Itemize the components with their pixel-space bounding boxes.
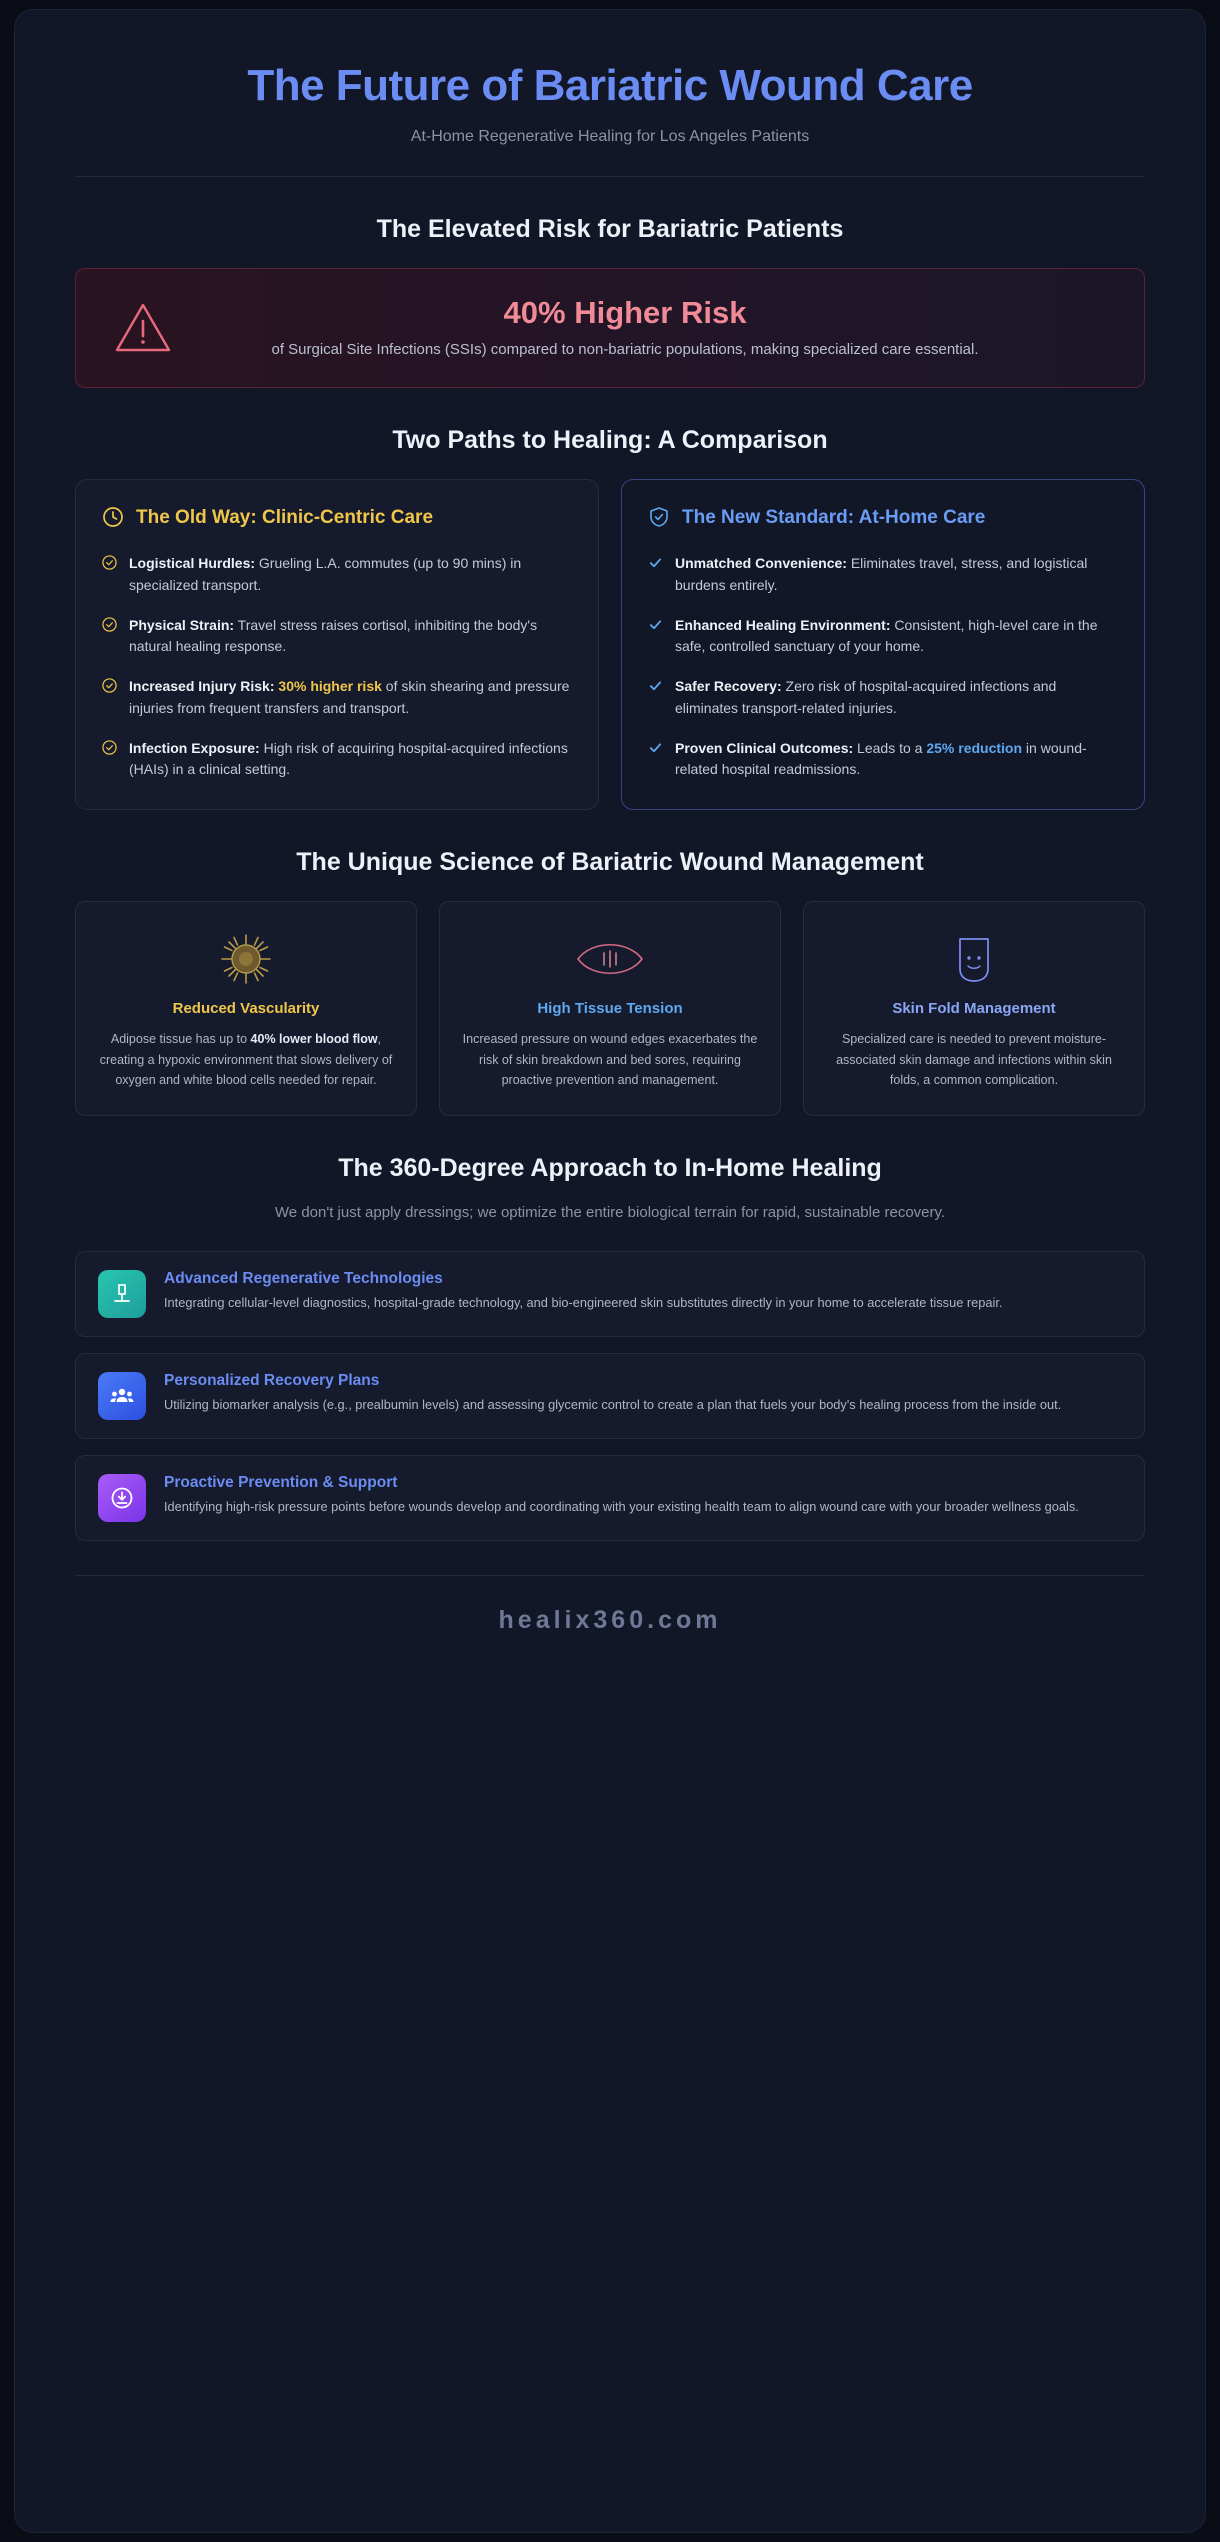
list-item	[102, 553, 572, 596]
list-item-text: Eliminates travel, stress, and logistical burdens entirely.	[675, 555, 1088, 594]
list-item-text: Grueling L.A. commutes (up to 90 mins) in specialized transport.	[129, 555, 522, 594]
warning-triangle-icon	[106, 301, 180, 355]
science-cards	[75, 901, 1145, 1116]
header-divider	[75, 176, 1145, 177]
list-item-text: Consistent, high-level care in the safe, controlled sanctuary of your home.	[675, 616, 1098, 655]
check-icon	[648, 617, 663, 658]
card-old-way	[75, 479, 599, 810]
approach-heading: The 360-Degree Approach to In-Home Healing	[338, 1153, 882, 1182]
risk-body: of Surgical Site Infections (SSIs) compared to non-bariatric populations, making specialized care essential.	[271, 340, 979, 358]
list-item	[648, 738, 1118, 781]
list-item-text: Leads to a	[853, 739, 927, 756]
science-body-bold: 40% lower blood flow	[250, 1031, 378, 1046]
science-card-body	[96, 1029, 396, 1091]
check-circle-icon	[102, 678, 117, 719]
list-item-text-2: in wound-related hospital readmissions.	[675, 739, 1087, 778]
approach-subtitle: We don't just apply dressings; we optimize the entire biological terrain for rapid, sustainable recovery.	[274, 1203, 946, 1221]
list-item-label: Unmatched Convenience:	[675, 555, 847, 572]
approach-row-prevention	[75, 1455, 1145, 1541]
list-item-label: Proven Clinical Outcomes:	[675, 739, 854, 756]
list-item-text: High risk of acquiring hospital-acquired infections (HAIs) in a clinical setting.	[129, 739, 568, 778]
list-item-label: Logistical Hurdles:	[129, 555, 256, 572]
approach-row-text	[164, 1372, 1061, 1415]
list-item-label: Infection Exposure:	[129, 739, 260, 756]
check-icon	[648, 678, 663, 719]
shield-alert-icon	[98, 1474, 146, 1522]
list-item	[102, 615, 572, 658]
approach-row-title: Advanced Regenerative Technologies	[164, 1269, 443, 1287]
check-icon	[648, 555, 663, 596]
card-new-standard	[621, 479, 1145, 810]
list-item-text: of skin shearing and pressure injuries from frequent transfers and transport.	[129, 678, 570, 716]
approach-row-text	[164, 1474, 1079, 1517]
shield-check-icon	[648, 506, 670, 533]
list-item-highlight: 30% higher risk	[278, 678, 382, 695]
approach-row-regenerative	[75, 1251, 1145, 1337]
approach-row-body: Identifying high-risk pressure points before wounds develop and coordinating with your existing health team to align wound care with your broader wellness goals.	[164, 1498, 1079, 1514]
science-card-body	[824, 1029, 1124, 1091]
approach-row-title: Personalized Recovery Plans	[164, 1371, 380, 1389]
science-body-post: , creating a hypoxic environment that slows delivery of oxygen and white blood cells needed for repair.	[99, 1031, 393, 1088]
science-body-pre: Specialized care is needed to prevent moisture-associated skin damage and infections within skin folds, a common complication.	[836, 1031, 1112, 1088]
risk-section-heading: The Elevated Risk for Bariatric Patients	[376, 214, 844, 243]
list-item	[648, 553, 1118, 596]
approach-row-body: Integrating cellular-level diagnostics, hospital-grade technology, and bio-engineered skin substitutes directly in your home to accelerate tissue repair.	[164, 1294, 1003, 1310]
check-circle-icon	[102, 740, 117, 781]
card-old-title: The Old Way: Clinic-Centric Care	[136, 507, 434, 529]
science-card-body	[460, 1029, 760, 1091]
approach-row-body: Utilizing biomarker analysis (e.g., prealbumin levels) and assessing glycemic control to create a plan that fuels your body's healing process from the inside out.	[164, 1396, 1062, 1412]
list-item-text: Zero risk of hospital-acquired infections and eliminates transport-related injuries.	[675, 678, 1057, 716]
science-card-tension	[439, 901, 781, 1116]
microscope-icon	[98, 1270, 146, 1318]
page-title: The Future of Bariatric Wound Care	[247, 61, 973, 110]
check-icon	[648, 740, 663, 781]
approach-row-title: Proactive Prevention & Support	[164, 1473, 398, 1491]
skin-fold-icon	[824, 928, 1124, 990]
page-subtitle: At-Home Regenerative Healing for Los Angeles Patients	[410, 127, 810, 145]
vascularity-burst-icon	[96, 928, 396, 990]
approach-row-text	[164, 1270, 1002, 1313]
approach-row-personalized	[75, 1353, 1145, 1439]
list-item	[102, 676, 572, 719]
science-card-skinfold	[803, 901, 1145, 1116]
science-card-vascularity	[75, 901, 417, 1116]
science-body-pre: Increased pressure on wound edges exacerbates the risk of skin breakdown and bed sores, requiring proactive prevention and management.	[462, 1031, 758, 1088]
risk-headline: 40% Higher Risk	[503, 294, 747, 330]
list-item-label: Increased Injury Risk:	[129, 678, 275, 695]
list-item	[102, 738, 572, 781]
people-group-icon	[98, 1372, 146, 1420]
check-circle-icon	[102, 555, 117, 596]
card-new-header	[648, 506, 1118, 533]
risk-banner	[75, 268, 1145, 389]
approach-list	[75, 1251, 1145, 1541]
check-circle-icon	[102, 617, 117, 658]
science-card-title: High Tissue Tension	[537, 999, 683, 1017]
list-item	[648, 676, 1118, 719]
old-way-list	[102, 553, 572, 781]
comparison-cards	[75, 479, 1145, 810]
infographic-page	[15, 10, 1205, 2532]
card-new-title: The New Standard: At-Home Care	[682, 507, 986, 529]
list-item-label: Safer Recovery:	[675, 678, 782, 695]
list-item-highlight: 25% reduction	[926, 739, 1023, 756]
list-item-label: Enhanced Healing Environment:	[675, 616, 891, 633]
list-item-label: Physical Strain:	[129, 616, 235, 633]
card-old-header	[102, 506, 572, 533]
science-heading: The Unique Science of Bariatric Wound Management	[296, 847, 924, 876]
footer-brand: healix360.com	[498, 1605, 722, 1634]
science-card-title: Skin Fold Management	[892, 999, 1056, 1017]
comparison-heading: Two Paths to Healing: A Comparison	[392, 426, 828, 455]
science-body-pre: Adipose tissue has up to	[110, 1031, 251, 1046]
risk-text-block	[206, 295, 1114, 362]
new-standard-list	[648, 553, 1118, 781]
tissue-tension-icon	[460, 928, 760, 990]
clock-icon	[102, 506, 124, 533]
list-item	[648, 615, 1118, 658]
science-card-title: Reduced Vascularity	[172, 999, 320, 1017]
list-item-text: Travel stress raises cortisol, inhibiting the body's natural healing response.	[129, 616, 538, 655]
